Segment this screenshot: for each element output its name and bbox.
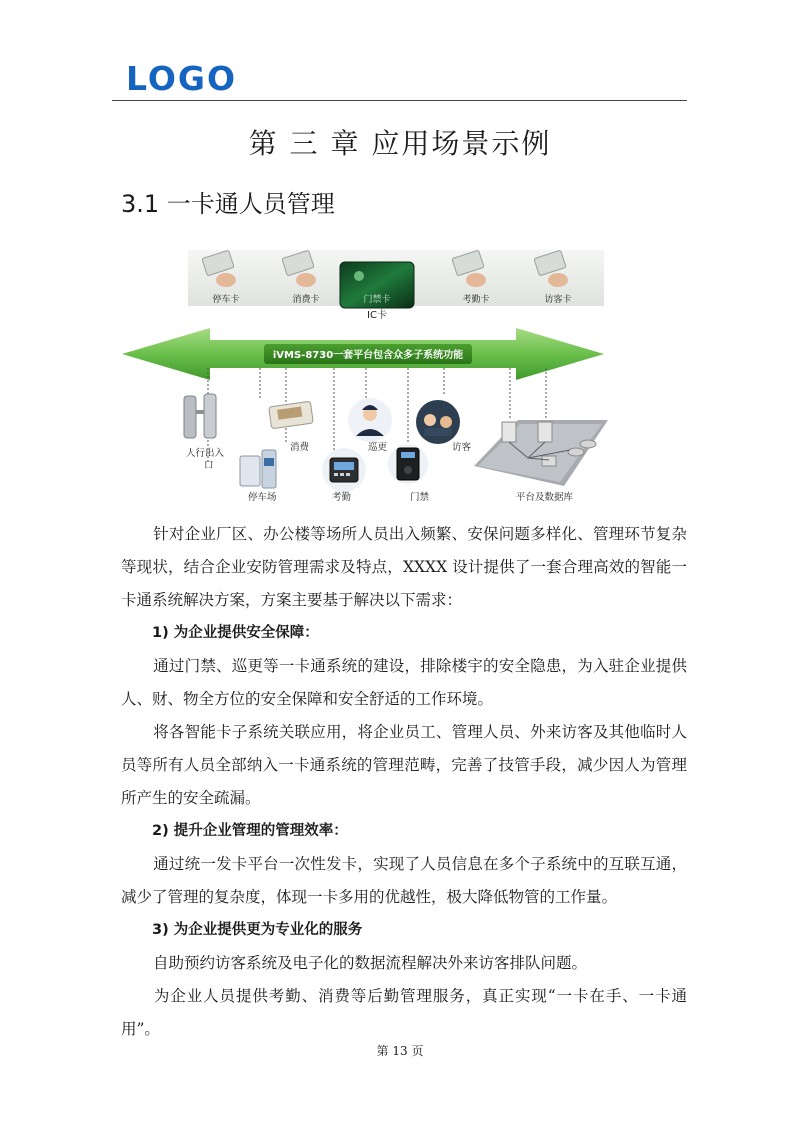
platform-network (474, 420, 608, 486)
hand-icon (548, 273, 568, 287)
parking-device (240, 450, 276, 488)
hand-icon (466, 273, 486, 287)
paragraph-efficiency (121, 848, 687, 914)
chapter-title: 第 三 章 应用场景示例 (248, 127, 552, 160)
header-divider (112, 100, 687, 101)
paragraph-service-2 (121, 980, 687, 1046)
heading-efficiency: 2) 提升企业管理的管理效率： (152, 823, 348, 839)
hand-icon (296, 273, 316, 287)
system-diagram (118, 244, 608, 512)
paragraph-security-2 (121, 716, 687, 815)
card-label: 访客卡 (544, 295, 572, 305)
subsystem-label-consume: 消费 (290, 442, 310, 453)
paragraph-text: 自助预约访客系统及电子化的数据流程解决外来访客排队问题。 (153, 954, 588, 972)
heading-security: 1) 为企业提供安全保障： (152, 625, 319, 641)
hand-icon (216, 273, 236, 287)
platform-banner-text: iVMS-8730一套平台包含众多子系统功能 (272, 350, 464, 361)
visitor-scene (416, 400, 460, 444)
card-ic (340, 262, 414, 308)
consume-device (269, 401, 314, 429)
turnstile-device (184, 394, 216, 438)
card-label: 消费卡 (292, 295, 320, 305)
paragraph-text: 通过统一发卡平台一次性发卡，实现了人员信息在多个子系统中的互联互通，减少了管理的复杂度，体现一卡多用的优越性，极大降低物管的工作量。 (121, 855, 687, 906)
subsystem-label-visitor: 访客 (452, 442, 472, 453)
page-number: 第 13 页 (376, 1044, 424, 1058)
subsystem-label-entry: 人行出入 口 (186, 448, 225, 471)
paragraph-text: 将各智能卡子系统关联应用，将企业员工、管理人员、外来访客及其他临时人员等所有人员全部纳入一卡通系统的管理范畴，完善了技管手段，减少因人为管理所产生的安全疏漏。 (121, 723, 687, 807)
section-title: 3.1 一卡通人员管理 (121, 190, 335, 218)
card-label: 停车卡 (212, 295, 240, 305)
paragraph-security-1 (121, 650, 687, 716)
access-device (388, 444, 428, 484)
card-label: 门禁卡 (363, 295, 391, 305)
paragraph-text: 为企业人员提供考勤、消费等后勤管理服务，真正实现“一卡在手、一卡通用”。 (121, 987, 687, 1038)
paragraph-text: 通过门禁、巡更等一卡通系统的建设，排除楼宇的安全隐患，为入驻企业提供人、财、物全方位的安全保障和安全舒适的工作环境。 (121, 657, 687, 708)
system-diagram-svg (118, 244, 608, 512)
subsystem-label-access: 门禁 (410, 492, 430, 503)
intro-text: 针对企业厂区、办公楼等场所人员出入频繁、安保问题多样化、管理环节复杂等现状，结合企业安防管理需求及特点，XXXX 设计提供了一套合理高效的智能一卡通系统解决方案，方案主要基于解决以下需求： (121, 525, 687, 609)
subsystem-label-patrol: 巡更 (368, 442, 388, 453)
attendance-device (322, 448, 366, 492)
heading-service: 3) 为企业提供更为专业化的服务 (152, 922, 363, 938)
intro-paragraph (121, 518, 687, 617)
patrol-guard (348, 398, 392, 442)
subsystem-label-platform: 平台及数据库 (516, 492, 574, 503)
logo: LOGO (126, 59, 238, 98)
ic-card-label: IC卡 (367, 310, 387, 321)
subsystem-label-parking: 停车场 (248, 492, 277, 503)
card-label: 考勤卡 (462, 295, 490, 305)
ic-chip-icon (354, 271, 364, 281)
subsystem-label-attendance: 考勤 (332, 492, 352, 503)
paragraph-service-1 (121, 947, 687, 980)
